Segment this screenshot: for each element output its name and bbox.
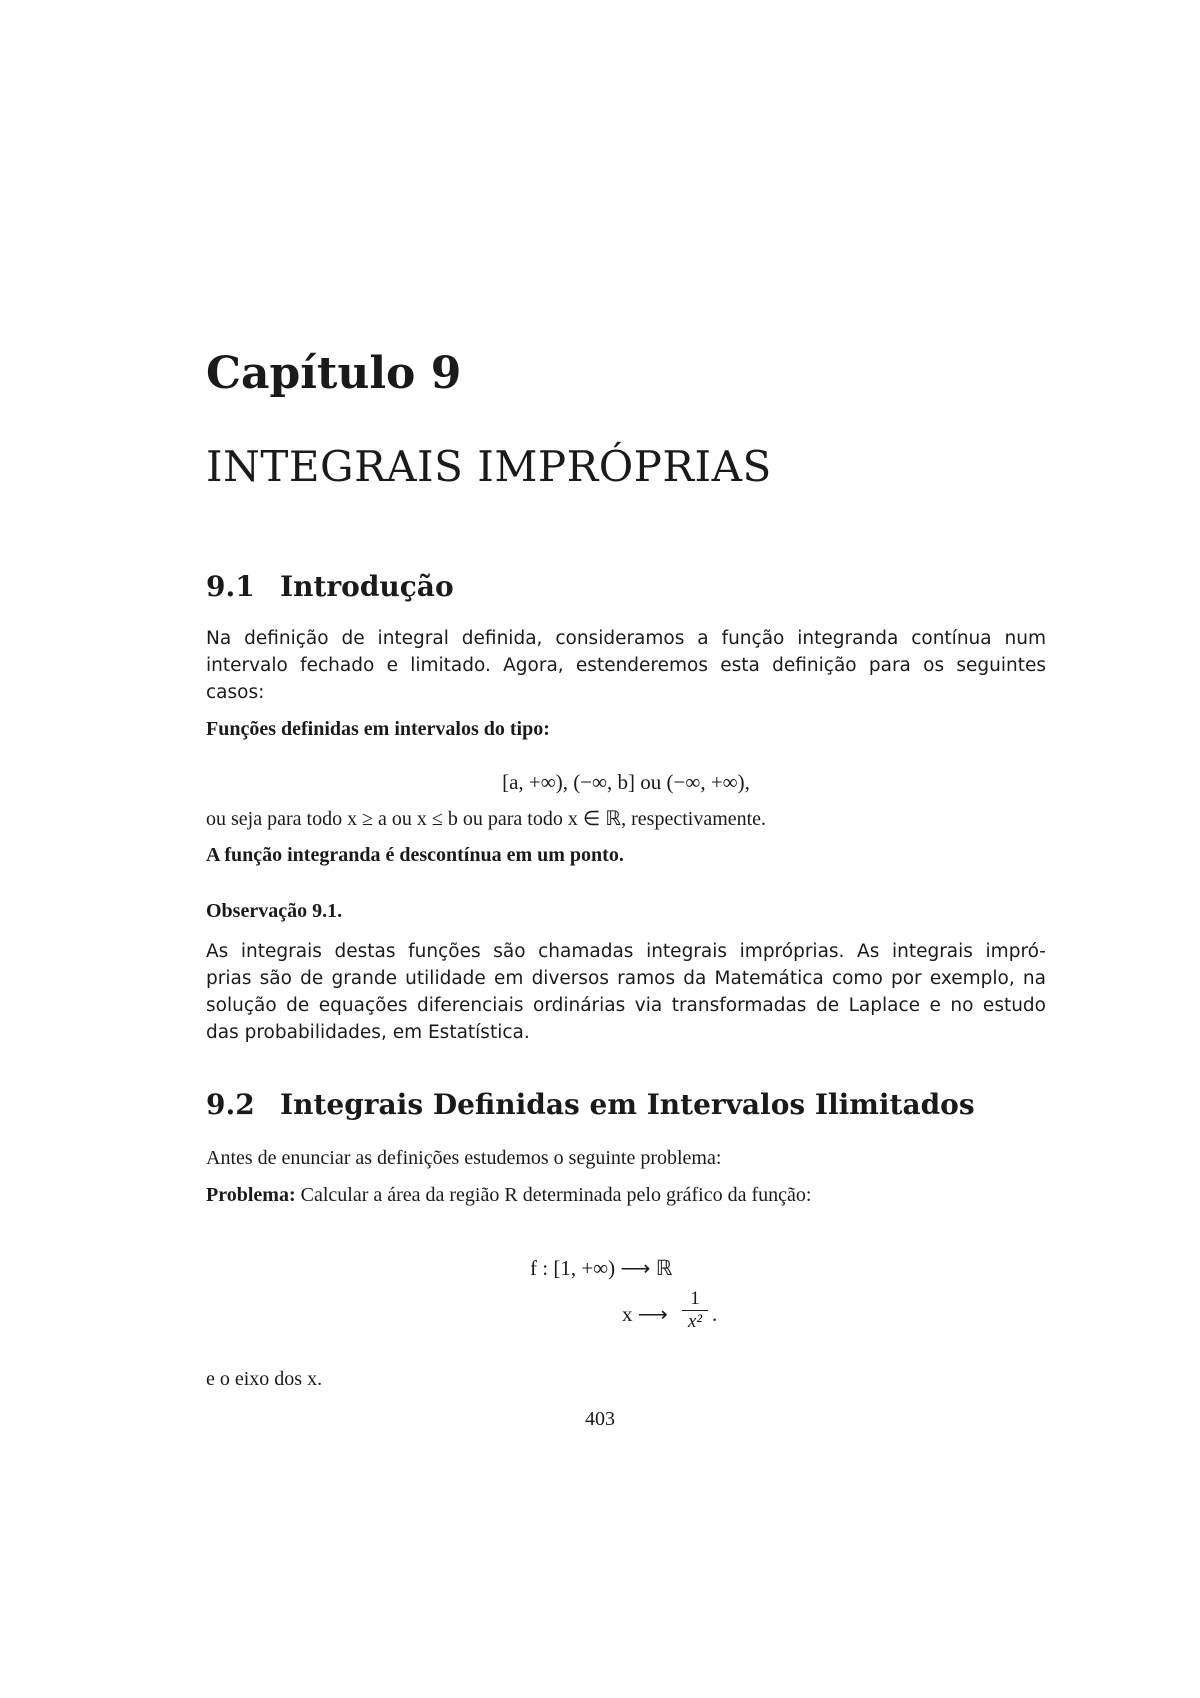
fraction-numerator: 1 [690,1288,700,1309]
function-period: . [712,1302,718,1326]
observation-line: solução de equações diferenciais ordinárias via transformadas de Laplace e no estudo [206,995,1046,1016]
observation-line: das probabilidades, em Estatística. [206,1022,530,1043]
fraction-bar [682,1310,708,1311]
section-title: Introdução [280,570,454,603]
observation-paragraph [206,938,1046,1046]
observation-title: Observação 9.1. [206,900,343,922]
before-problem-text: Antes de enunciar as definições estudemos o seguinte problema: [206,1147,722,1169]
section-number: 9.2 [206,1088,255,1121]
case2-title: A função integranda é descontínua em um ponto. [206,844,624,866]
function-line-2: x ⟶ [622,1302,668,1326]
observation-line: prias são de grande utilidade em diversos ramos da Matemática como por exemplo, na [206,968,1046,989]
fraction-denominator: x² [687,1311,703,1332]
page-number: 403 [585,1408,615,1430]
section-number: 9.1 [206,570,255,603]
chapter-title: INTEGRAIS IMPRÓPRIAS [206,442,772,491]
section-heading-9-2 [206,1088,975,1121]
case1-title: Funções definidas em intervalos do tipo: [206,718,550,740]
case1-explanation: ou seja para todo x ≥ a ou x ≤ b ou para todo x ∈ ℝ, respectivamente. [206,808,767,830]
observation-line: As integrais destas funções são chamadas integrais impróprias. As integrais impró- [206,941,1046,962]
problem-text: Calcular a área da região R determinada pelo gráfico da função: [295,1184,812,1206]
problem-label: Problema: [206,1184,296,1206]
intervals-formula: [a, +∞), (−∞, b] ou (−∞, +∞), [502,770,750,794]
function-line-1: f : [1, +∞) ⟶ ℝ [530,1256,673,1280]
problem-statement [206,1182,1046,1209]
intro-line: Na definição de integral definida, consideramos a função integranda contínua num [206,628,1046,649]
intro-line: casos: [206,682,265,703]
intro-paragraph [206,625,1046,706]
section-title: Integrais Definidas em Intervalos Ilimitados [280,1088,975,1121]
section-heading-9-1 [206,570,454,603]
chapter-label: Capítulo 9 [206,348,462,399]
after-function-text: e o eixo dos x. [206,1368,323,1390]
function-fraction [680,1288,710,1333]
intro-line: intervalo fechado e limitado. Agora, estenderemos esta definição para os seguintes [206,655,1046,676]
